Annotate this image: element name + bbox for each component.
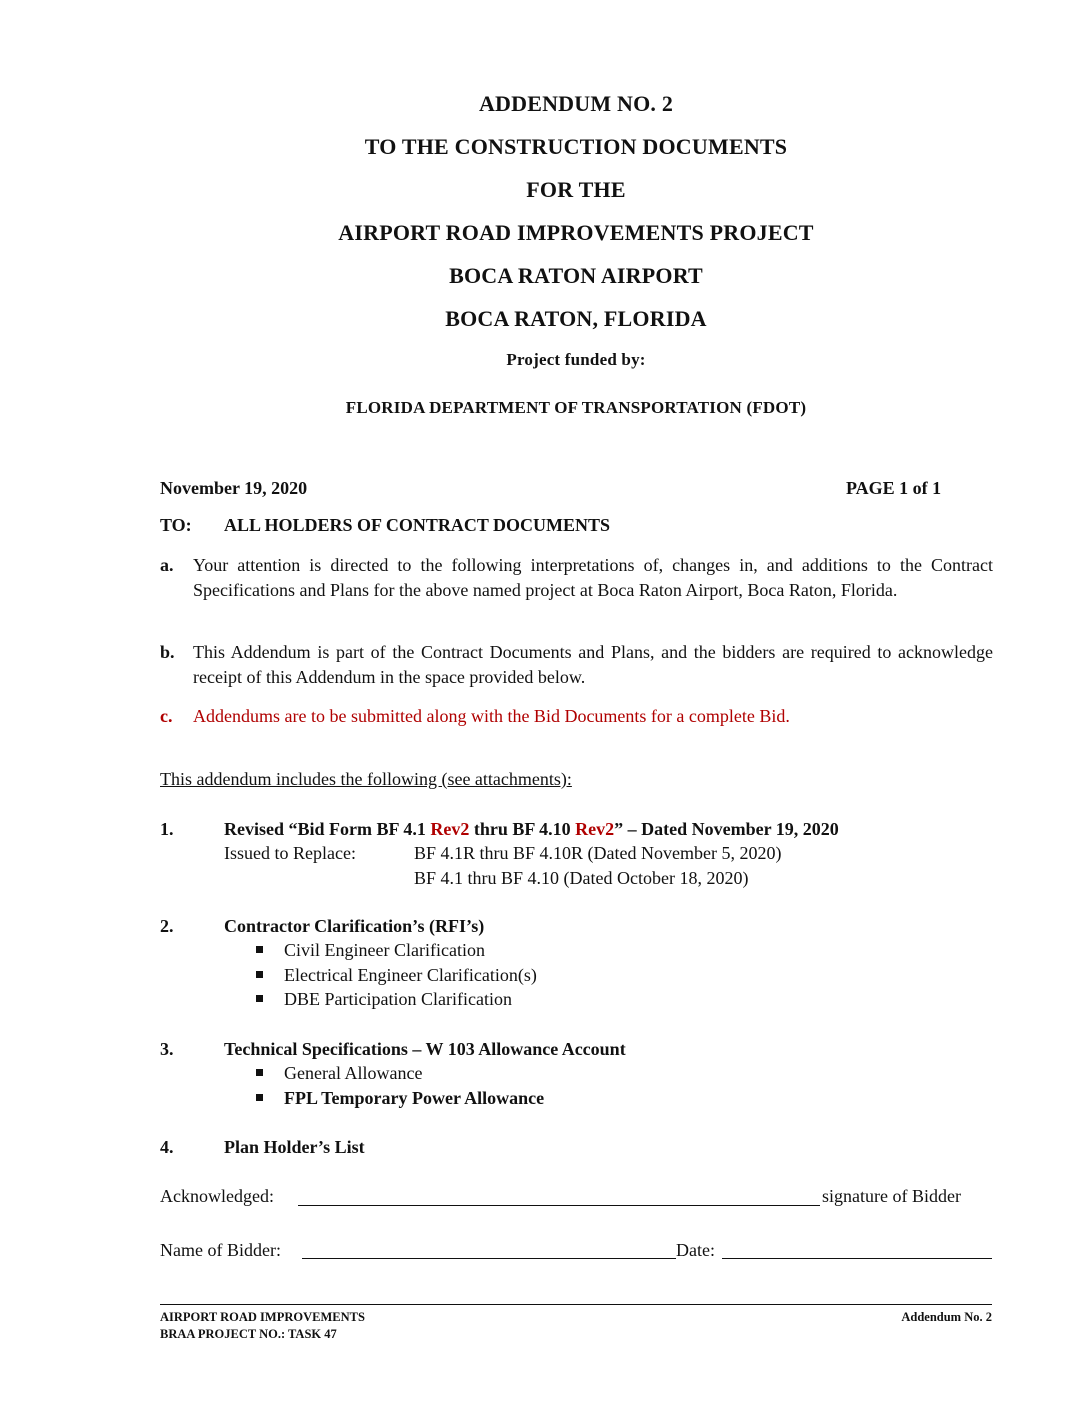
footer-divider <box>160 1304 992 1305</box>
signature-of-bidder-label: signature of Bidder <box>822 1186 961 1206</box>
list-item: Electrical Engineer Clarification(s) <box>256 963 537 988</box>
date-label: Date: <box>676 1240 715 1260</box>
item-3-title: Technical Specifications – W 103 Allowance Account <box>224 1039 626 1059</box>
to-recipients: ALL HOLDERS OF CONTRACT DOCUMENTS <box>224 515 611 535</box>
name-of-bidder-line[interactable] <box>302 1258 676 1259</box>
title-location: BOCA RATON, FLORIDA <box>445 306 707 331</box>
list-item: FPL Temporary Power Allowance <box>256 1086 544 1111</box>
footer-project: AIRPORT ROAD IMPROVEMENTS <box>160 1310 365 1324</box>
item-4-title: Plan Holder’s List <box>224 1137 365 1157</box>
paragraph-c-label: c. <box>160 706 173 726</box>
bullet-icon <box>256 995 263 1002</box>
acknowledged-label: Acknowledged: <box>160 1186 274 1206</box>
bullet-icon <box>256 971 263 978</box>
item-1-title <box>224 817 839 842</box>
item-1-title-mid: thru BF 4.10 <box>469 819 576 839</box>
item-3-number: 3. <box>160 1039 174 1059</box>
funded-by-label: Project funded by: <box>506 350 646 369</box>
item-1-number: 1. <box>160 819 174 839</box>
list-item: Civil Engineer Clarification <box>256 938 485 963</box>
funder-name: FLORIDA DEPARTMENT OF TRANSPORTATION (FDOT) <box>345 398 807 417</box>
bullet-icon <box>256 946 263 953</box>
item-4-number: 4. <box>160 1137 174 1157</box>
includes-heading: This addendum includes the following (see attachments): <box>160 769 572 789</box>
item-1-rev-a: Rev2 <box>430 819 470 839</box>
footer-project-number: BRAA PROJECT NO.: TASK 47 <box>160 1327 337 1341</box>
paragraph-a-text: Your attention is directed to the following interpretations of, changes in, and additions to the Contract Specifications and Plans for the above named project at Boca Raton Airport, Boca Raton, Florida. <box>193 555 993 600</box>
list-item: General Allowance <box>256 1061 422 1086</box>
bullet-icon <box>256 1069 263 1076</box>
paragraph-a-label: a. <box>160 555 174 575</box>
item-1-replace-2: BF 4.1 thru BF 4.10 (Dated October 18, 2020) <box>414 868 749 888</box>
item-1-rev-b: Rev2 <box>575 819 615 839</box>
bullet-icon <box>256 1094 263 1101</box>
paragraph-c-text: Addendums are to be submitted along with the Bid Documents for a complete Bid. <box>193 706 790 726</box>
paragraph-b-text: This Addendum is part of the Contract Documents and Plans, and the bidders are required to acknowledge receipt of this Addendum in the space provided below. <box>193 642 993 687</box>
title-addendum-number: ADDENDUM NO. 2 <box>478 91 674 116</box>
paragraph-b-label: b. <box>160 642 175 662</box>
title-for-the: FOR THE <box>526 177 626 202</box>
item-1-replace-1: BF 4.1R thru BF 4.10R (Dated November 5, 2020) <box>414 843 782 863</box>
footer-addendum: Addendum No. 2 <box>901 1310 992 1324</box>
signature-line[interactable] <box>298 1205 820 1206</box>
item-2-title: Contractor Clarification’s (RFI’s) <box>224 916 485 936</box>
title-construction-docs: TO THE CONSTRUCTION DOCUMENTS <box>364 134 788 159</box>
title-airport: BOCA RATON AIRPORT <box>449 263 703 288</box>
name-of-bidder-label: Name of Bidder: <box>160 1240 281 1260</box>
to-label: TO: <box>160 515 192 535</box>
page-indicator: PAGE 1 of 1 <box>846 478 942 498</box>
title-project-name: AIRPORT ROAD IMPROVEMENTS PROJECT <box>338 220 814 245</box>
item-1-title-post: ” – Dated November 19, 2020 <box>614 819 839 839</box>
date-line[interactable] <box>722 1258 992 1259</box>
item-1-title-pre: Revised “Bid Form BF 4.1 <box>224 819 431 839</box>
item-1-issued-label: Issued to Replace: <box>224 843 356 863</box>
list-item: DBE Participation Clarification <box>256 987 512 1012</box>
item-2-number: 2. <box>160 916 174 936</box>
document-date: November 19, 2020 <box>160 478 308 498</box>
